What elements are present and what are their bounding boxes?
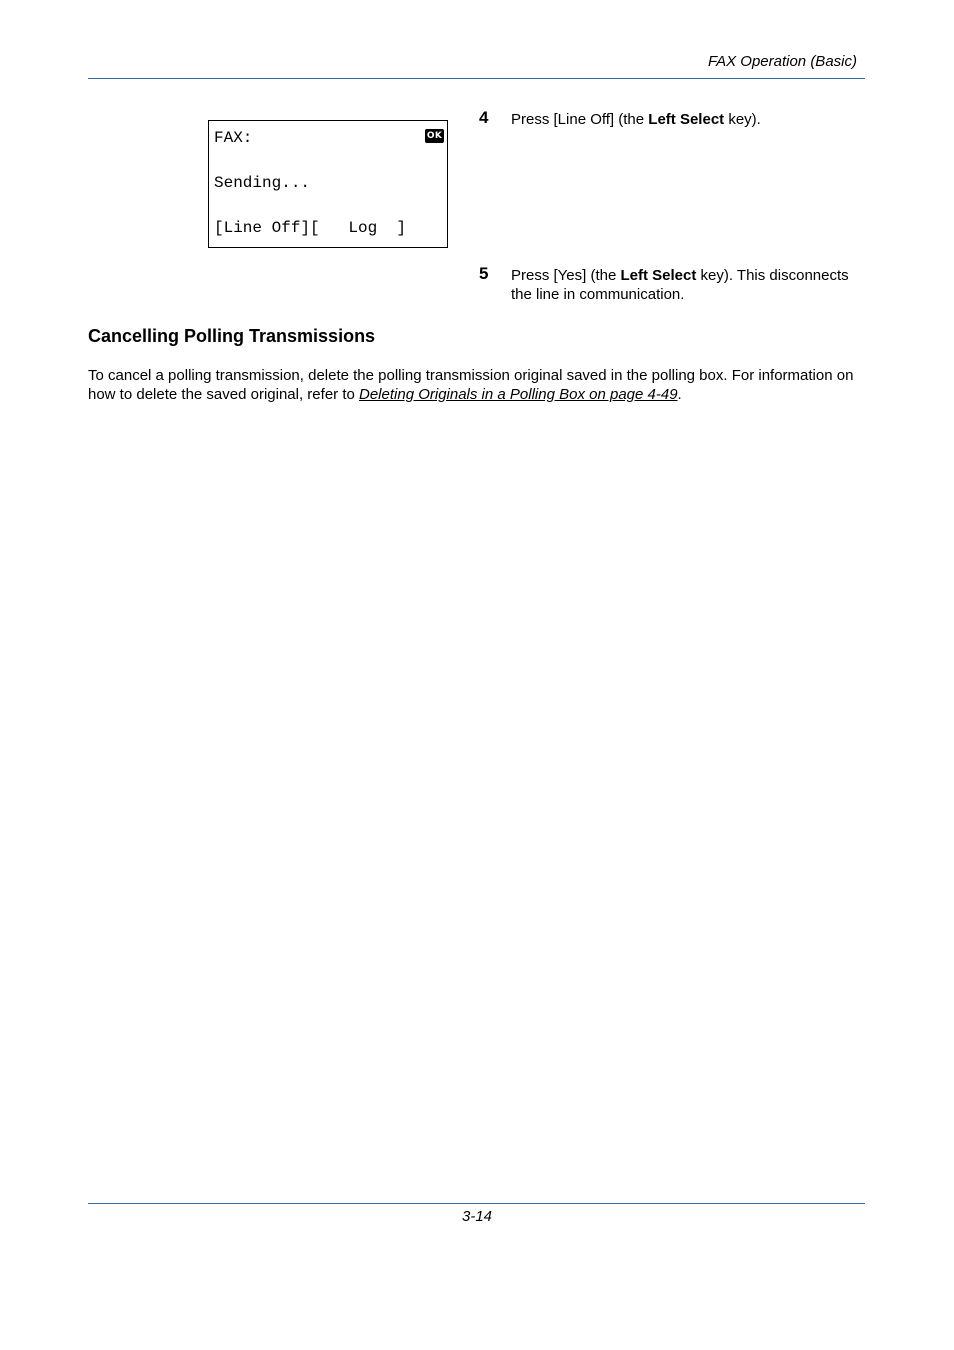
paragraph-end: . (677, 386, 682, 403)
lcd-line-title: FAX: (214, 129, 253, 147)
step-text (511, 266, 866, 304)
step-text-before: Press [Yes] (the (511, 267, 621, 284)
footer-rule (88, 1203, 865, 1204)
cross-reference-link[interactable]: Deleting Originals in a Polling Box on page 4-49 (359, 386, 678, 403)
ok-icon: OK (426, 131, 443, 141)
lcd-line-softkeys: [Line Off][ Log ] (214, 219, 407, 237)
step-text-after: key). This disconnects the line in communication. (511, 267, 849, 303)
header-rule (88, 78, 865, 79)
lcd-line-status: Sending... (214, 174, 311, 192)
step-key-name: Left Select (620, 267, 697, 284)
page-number: 3-14 (461, 1208, 493, 1225)
step-text-before: Press [Line Off] (the (511, 111, 649, 128)
step-number: 4 (479, 108, 489, 127)
section-paragraph (88, 366, 868, 404)
step-text (511, 110, 866, 129)
page-header-title: FAX Operation (Basic) (708, 53, 857, 70)
lcd-screen (208, 120, 448, 248)
section-heading: Cancelling Polling Transmissions (88, 326, 376, 346)
step-text-after: key). (724, 111, 761, 128)
paragraph-text: To cancel a polling transmission, delete the polling transmission original saved in the polling box. For information on how to delete the saved original, refer to (88, 367, 854, 403)
step-number: 5 (479, 264, 489, 283)
step-key-name: Left Select (648, 111, 725, 128)
